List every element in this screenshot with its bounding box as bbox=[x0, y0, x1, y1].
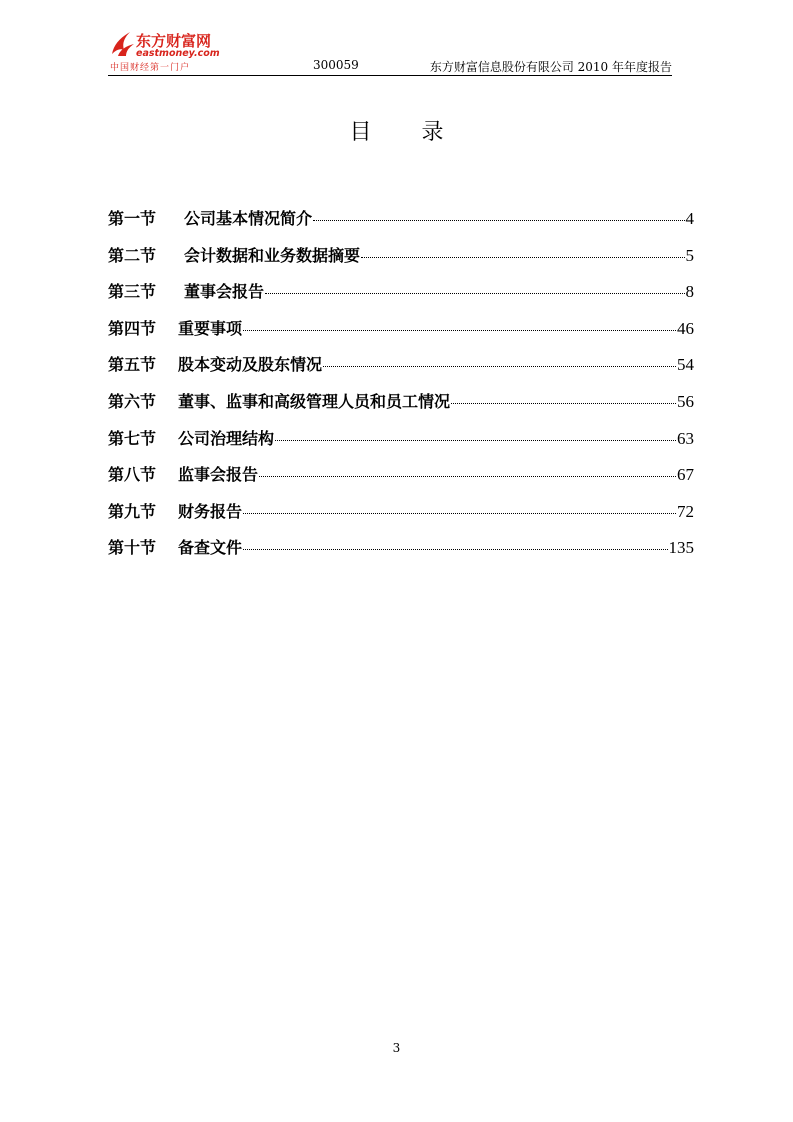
logo-english-name: eastmoney.com bbox=[136, 48, 220, 59]
toc-section-number: 第五节 bbox=[108, 355, 157, 375]
toc-section-number: 第九节 bbox=[108, 501, 157, 521]
toc-entry[interactable] bbox=[108, 352, 694, 389]
toc-section-number: 第三节 bbox=[108, 282, 157, 302]
toc-page-number: 67 bbox=[677, 465, 694, 485]
toc-page-number: 54 bbox=[677, 355, 694, 375]
flame-logo-icon bbox=[108, 28, 138, 58]
toc-page-number: 4 bbox=[685, 209, 694, 228]
toc-leader-dots bbox=[275, 439, 676, 441]
toc-section-number: 第二节 bbox=[108, 245, 157, 265]
toc-leader-dots bbox=[265, 292, 684, 294]
toc-page-number: 63 bbox=[677, 428, 694, 448]
toc-entry[interactable] bbox=[108, 316, 694, 353]
toc-section-name: 公司基本情况简介 bbox=[184, 209, 313, 228]
toc-section-name: 备查文件 bbox=[178, 538, 243, 558]
toc-leader-dots bbox=[243, 329, 676, 331]
toc-leader-dots bbox=[361, 256, 684, 258]
toc-page-number: 46 bbox=[677, 318, 694, 338]
toc-section-number: 第七节 bbox=[108, 428, 157, 448]
logo-slogan: 中国财经第一门户 bbox=[110, 63, 191, 73]
toc-entry[interactable] bbox=[108, 426, 694, 463]
toc-leader-dots bbox=[313, 219, 684, 221]
toc-leader-dots bbox=[243, 512, 676, 514]
toc-leader-dots bbox=[243, 548, 667, 550]
toc-title: 目录 bbox=[349, 120, 494, 145]
toc-page-number: 72 bbox=[677, 501, 694, 521]
toc-page-number: 5 bbox=[685, 245, 694, 265]
toc-section-number: 第八节 bbox=[108, 465, 157, 485]
toc-section-number: 第四节 bbox=[108, 318, 157, 338]
toc-section-name: 会计数据和业务数据摘要 bbox=[184, 245, 361, 265]
toc-section-name: 财务报告 bbox=[178, 501, 243, 521]
toc-section-name: 董事、监事和高级管理人员和员工情况 bbox=[178, 391, 451, 411]
toc-entry[interactable] bbox=[108, 462, 694, 499]
toc-section-number: 第六节 bbox=[108, 391, 157, 411]
toc-section-name: 公司治理结构 bbox=[178, 428, 275, 448]
page-header bbox=[108, 28, 672, 76]
toc-page-number: 8 bbox=[685, 282, 694, 302]
report-name: 东方财富信息股份有限公司 2010 年年度报告 bbox=[429, 60, 672, 74]
toc-entry[interactable] bbox=[108, 389, 694, 426]
toc-entry[interactable] bbox=[108, 206, 694, 243]
logo-chinese-name: 东方财富网 bbox=[136, 32, 212, 50]
toc-entry[interactable] bbox=[108, 243, 694, 280]
toc-page-number: 135 bbox=[668, 538, 694, 558]
eastmoney-logo bbox=[108, 28, 220, 72]
toc-section-name: 监事会报告 bbox=[178, 465, 259, 485]
toc-leader-dots bbox=[259, 475, 676, 477]
toc-entry[interactable] bbox=[108, 499, 694, 536]
toc-leader-dots bbox=[451, 402, 676, 404]
table-of-contents bbox=[108, 206, 694, 572]
toc-section-number: 第一节 bbox=[108, 209, 157, 228]
toc-section-number: 第十节 bbox=[108, 538, 157, 558]
toc-entry[interactable] bbox=[108, 535, 694, 572]
toc-section-name: 股本变动及股东情况 bbox=[178, 355, 323, 375]
toc-page-number: 56 bbox=[677, 391, 694, 411]
header-divider bbox=[108, 75, 672, 76]
page-number: 3 bbox=[392, 1041, 401, 1055]
toc-entry[interactable] bbox=[108, 279, 694, 316]
toc-section-name: 重要事项 bbox=[178, 318, 243, 338]
toc-leader-dots bbox=[323, 365, 676, 367]
toc-section-name: 董事会报告 bbox=[184, 282, 265, 302]
stock-code: 300059 bbox=[313, 58, 359, 72]
